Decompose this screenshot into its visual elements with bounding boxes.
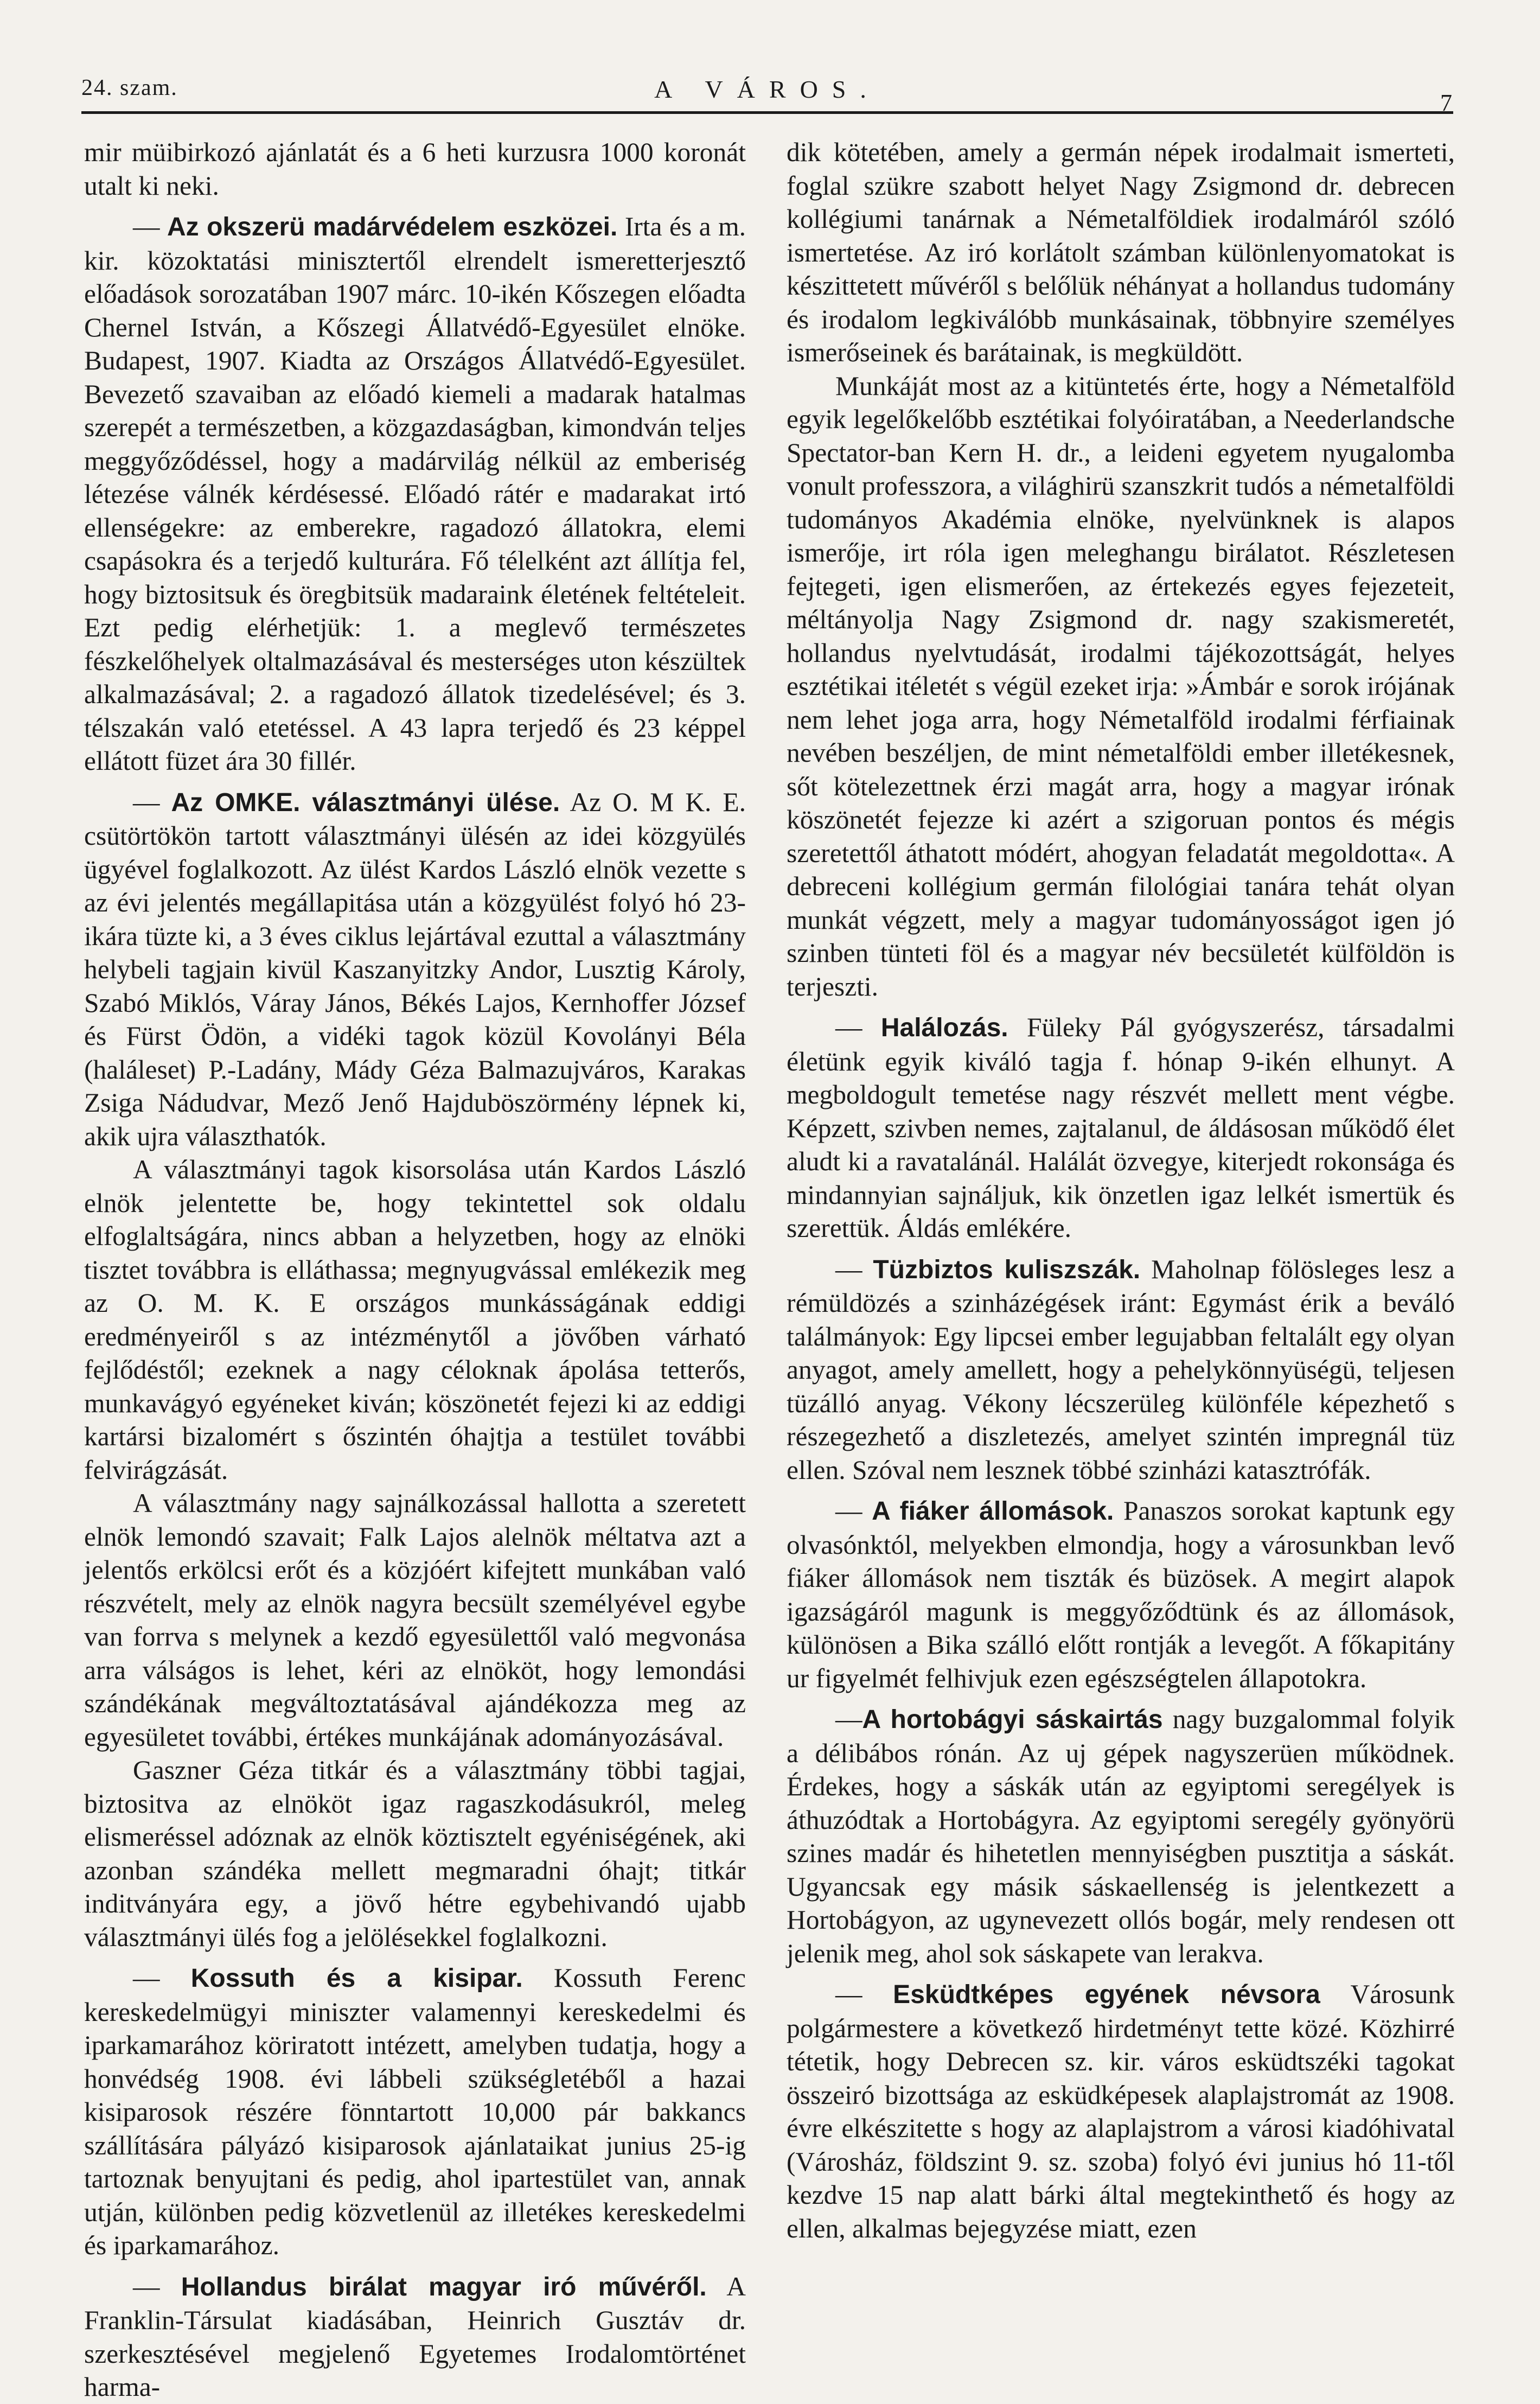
article-heading: A hortobágyi sáskairtás bbox=[862, 1705, 1163, 1734]
article-halalozas: — Halálozás. Füleky Pál gyógyszerész, társadalmi életünk egyik kiváló tagja f. hónap 9-ikén elhunyt. A megboldogult temetése nagy részvét mellett ment végbe. Képzett, szivben nemes, zajtalanul, de áldásosan működő élet aludt ki a ravatalánál. Halálát özvegye, kiterjedt rokonsága és mindannyian sajnáljuk, kik önzetlen igaz lelkét ismertük és szerettük. Áldás emlékére. bbox=[787, 1012, 1455, 1243]
article-paragraph: Gaszner Géza titkár és a választmány többi tagjai, biztositva az elnököt igaz ragaszkodásukról, meleg elismeréssel adóznak az elnök köztisztelt egyéniségének, aki azonban szándéka mellett megmaradni óhajt; titkár inditványára egy, a jövő hétre egybehivandó ujabb választmányi ülés fog a jelölésekkel foglalkozni. bbox=[84, 1755, 746, 1952]
article-omke: — Az OMKE. választmányi ülése. Az O. M K. E. csütörtökön tartott választmányi ülésén az idei közgyülés ügyével foglalkozott. Az ülést Kardos László elnök vezette s az évi jelentés megállapitása után a közgyülést folyó hó 23-ikára tüzte ki, a 3 éves ciklus lejártával ezuttal a választmány helybeli tagjain kivül Kaszanyitzky Andor, Lusztig Károly, Szabó Miklós, Váray János, Békés Lajos, Kernhoffer József és Fürst Ödön, a vidéki tagok közül Kovolányi Béla (haláleset) P.-Ladány, Mády Géza Balmazujváros, Karakas Zsiga Nádudvar, Mező Jenő Hajduböszörmény lépnek ki, akik ujra választhatók. bbox=[84, 787, 746, 1151]
article-body: Maholnap fölösleges lesz a rémüldözés a szinházégések iránt: Egymást érik a beváló találmányok: Egy lipcsei ember legujabban feltalált egy olyan anyagot, amely amellett, hogy a pehelykönnyüségü, teljesen tüzálló anyag. Vékony lécszerüleg különféle képezhető s részegezhető a diszletezés, amelyet szintén impregnál tüz ellen. Szóval nem lesznek többé szinházi katasztrófák. bbox=[787, 1254, 1455, 1485]
article-body: Füleky Pál gyógyszerész, társadalmi életünk egyik kiváló tagja f. hónap 9-ikén elhunyt. A megboldogult temetése nagy részvét mellett ment végbe. Képzett, szivben nemes, zajtalanul, de áldásosan működő élet aludt ki a ravatalánál. Halálát özvegye, kiterjedt rokonsága és mindannyian sajnáljuk, kik önzetlen igaz lelkét ismertük és szerettük. Áldás emlékére. bbox=[787, 1012, 1455, 1243]
article-continuation: mir müibirkozó ajánlatát és a 6 heti kurzusra 1000 koronát utalt ki neki. bbox=[84, 137, 746, 201]
right-column bbox=[787, 136, 1455, 2245]
article-continuation: dik kötetében, amely a germán népek irodalmait ismerteti, foglal szükre szabott helyet Nagy Zsigmond dr. debrecen kollégiumi tanárnak a Németalföldiek irodalmáról szóló ismertetése. Az iró korlátolt számban különlenyomatokat is készittetett művéről s belőlük néhányat a hollandus tudomány és irodalom legkiválóbb munkásainak, többnyire személyes ismerőseinek és barátainak, is megküldött. bbox=[787, 137, 1455, 367]
article-tuzbiztos: — Tüzbiztos kuliszszák. Maholnap fölösleges lesz a rémüldözés a szinházégések iránt: Egymást érik a beváló találmányok: Egy lipcsei ember legujabban feltalált egy olyan anyagot, amely amellett, hogy a pehelykönnyüségü, teljesen tüzálló anyag. Vékony lécszerüleg különféle képezhető s részegezhető a diszletezés, amelyet szintén impregnál tüz ellen. Szóval nem lesznek többé szinházi katasztrófák. bbox=[787, 1254, 1455, 1485]
article-hollandus: — Hollandus birálat magyar iró művéről. A Franklin-Társulat kiadásában, Heinrich Gusztáv dr. szerkesztésével megjelenő Egyetemes Irodalomtörténet harma- bbox=[84, 2271, 746, 2402]
article-kossuth: — Kossuth és a kisipar. Kossuth Ferenc kereskedelmügyi miniszter valamennyi kereskedelmi és iparkamarához köriratott intézett, amelyben tudatja, hogy a honvédség 1908. évi lábbeli szükségletéből a hazai kisiparosok részére fönntartott 10,000 pár bakkancs szállítására pályázó kisiparosok ajánlataikat junius 25-ig tartoznak benyujtani és pedig, ahol ipartestület van, annak utján, különben pedig közvetlenül az illetékes kereskedelmi és iparkamarához. bbox=[84, 1963, 746, 2260]
article-saskairtas: —A hortobágyi sáskairtás nagy buzgalommal folyik a délibábos rónán. Az uj gépek nagyszerüen működnek. Érdekes, hogy a sáskák után az egyiptomi seregélyek is áthuzódtak a Hortobágyra. Az egyiptomi seregély gyönyörü szines madár és hihetetlen mennyiségben pusztitja a sáskát. Ugyancsak egy másik sáskaellenség is jelentkezett a Hortobágyon, az ugynevezett ollós bogár, mely rendesen ott jelenik meg, ahol sok sáskapete van lerakva. bbox=[787, 1704, 1455, 1968]
article-paragraph: A választmányi tagok kisorsolása után Kardos László elnök jelentette be, hogy tekintettel sok oldalu elfoglaltságára, nincs abban a helyzetben, hogy az elnöki tisztet továbbra is elláthassa; megnyugvással emlékezik meg az O. M. K. E országos munkásságának eddigi eredményeiről s az intézménytől a jövőben várható fejlődéstől; ezeknek a nagy céloknak ápolása tetterős, munkavágyó egyéneket kiván; köszönetét fejezi ki az eddigi kartársi bizalomért s őszintén óhajtja a testület további felvirágzását. bbox=[84, 1155, 746, 1485]
article-body: Panaszos sorokat kaptunk egy olvasónktól, melyekben elmondja, hogy a városunkban levő fiáker állomások nem tiszták és büzösek. A megirt alapok igazságáról magunk is meggyőződtünk és az állomások, különösen a Bika szálló előtt rontják a levegőt. A főkapitány ur figyelmét felhivjuk ezen egészségtelen állapotokra. bbox=[787, 1496, 1455, 1693]
page-number: 7 bbox=[1440, 90, 1453, 116]
article-body: nagy buzgalommal folyik a délibábos rónán. Az uj gépek nagyszerüen működnek. Érdekes, hogy a sáskák után az egyiptomi seregélyek is áthuzódtak a Hortobágyra. Az egyiptomi seregély gyönyörü szines madár és hihetetlen mennyiségben pusztitja a sáskát. Ugyancsak egy másik sáskaellenség is jelentkezett a Hortobágyon, az ugynevezett ollós bogár, mely rendesen ott jelenik meg, ahol sok sáskapete van lerakva. bbox=[787, 1704, 1455, 1968]
column-divider bbox=[770, 136, 771, 2349]
article-heading: Hollandus birálat magyar iró művéről. bbox=[181, 2272, 707, 2301]
article-madarvedelem: — Az okszerü madárvédelem eszközei. Irta és a m. kir. közoktatási minisztertől elrendelt ismeretterjesztő előadások sorozatában 1907 márc. 10-ikén Kőszegen előadta Chernel István, a Kőszegi Állatvédő-Egyesület elnöke. Budapest, 1907. Kiadta az Országos Állatvédő-Egyesület. Bevezető szavaiban az előadó kiemeli a madarak hatalmas szerepét a természetben, a közgazdaságban, kimondván teljes meggyőződéssel, hogy a madárvilág nélkül az emberiség létezése válnék kérdésessé. Előadó rátér e madarakat irtó ellenségekre: az emberekre, ragadozó állatokra, elemi csapásokra és a terjedő kulturára. Fő télelként azt állítja fel, hogy biztositsuk és öregbitsük madaraink életének feltételeit. Ezt pedig elérhetjük: 1. a meglevő természetes fészkelőhelyek oltalmazásával és mesterséges uton készültek alkalmazásával; 2. a ragadozó állatok tizedelésével; és 3. télszakán való etetéssel. A 43 lapra terjedő és 23 képpel ellátott füzet ára 30 fillér. bbox=[84, 212, 746, 776]
article-heading: Az OMKE. választmányi ülése. bbox=[171, 788, 560, 817]
left-column bbox=[84, 136, 746, 2404]
page-header bbox=[81, 69, 1453, 116]
article-body: A Franklin-Társulat kiadásában, Heinrich Gusztáv dr. szerkesztésével megjelenő Egyetemes Irodalomtörténet harma- bbox=[84, 2271, 746, 2402]
article-heading: A fiáker állomások. bbox=[872, 1497, 1114, 1526]
article-body: Kossuth Ferenc kereskedelmügyi miniszter valamennyi kereskedelmi és iparkamarához köriratott intézett, amelyben tudatja, hogy a honvédség 1908. évi lábbeli szükségletéből a hazai kisiparosok részére fönntartott 10,000 pár bakkancs szállítására pályázó kisiparosok ajánlataikat junius 25-ig tartoznak benyujtani és pedig, ahol ipartestület van, annak utján, különben pedig közvetlenül az illetékes kereskedelmi és iparkamarához. bbox=[84, 1963, 746, 2260]
article-heading: Tüzbiztos kuliszszák. bbox=[873, 1255, 1141, 1284]
issue-number: 24. szam. bbox=[81, 75, 178, 100]
article-paragraph: A választmány nagy sajnálkozással hallotta a szeretett elnök lemondó szavait; Falk Lajos alelnök méltatva azt a jelentős erkölcsi erőt és a közjóért kifejtett munkában való részvételt, mely az elnök nagyra becsült személyével egybe van forrva s melynek a kezdő egyesülettől való megvonása arra válságos is lehet, kéri az elnököt, hogy lemondási szándékának megváltoztatásával ajándékozza meg az egyesületet további, értékes munkájának adományozásával. bbox=[84, 1488, 746, 1752]
article-body: Városunk polgármestere a következő hirdetményt tette közé. Közhirré tétetik, hogy Debrecen sz. kir. város esküdtszéki tagokat összeiró bizottsága az esküdképesek alaplajstromát az 1908. évre elkészitette s hogy az alaplajstrom a városi kiadóhivatal (Városház, földszint 9. sz. szoba) folyó évi junius hó 11-től kezdve 15 nap alatt bárki által megtekinthető és hogy az ellen, alkalmas bejegyzése miatt, ezen bbox=[787, 1979, 1455, 2243]
article-body: Az O. M K. E. csütörtökön tartott választmányi ülésén az idei közgyülés ügyével foglalkozott. Az ülést Kardos László elnök vezette s az évi jelentés megállapitása után a közgyülést folyó hó 23-ikára tüzte ki, a 3 éves ciklus lejártával ezuttal a választmány helybeli tagjain kivül Kaszanyitzky Andor, Lusztig Károly, Szabó Miklós, Váray János, Békés Lajos, Kernhoffer József és Fürst Ödön, a vidéki tagok közül Kovolányi Béla (haláleset) P.-Ladány, Mády Géza Balmazujváros, Karakas Zsiga Nádudvar, Mező Jenő Hajduböszörmény lépnek ki, akik ujra választhatók. bbox=[84, 787, 746, 1151]
article-fiaker: — A fiáker állomások. Panaszos sorokat kaptunk egy olvasónktól, melyekben elmondja, hogy a városunkban levő fiáker állomások nem tiszták és büzösek. A megirt alapok igazságáról magunk is meggyőződtünk és az állomások, különösen a Bika szálló előtt rontják a levegőt. A főkapitány ur figyelmét felhivjuk ezen egészségtelen állapotokra. bbox=[787, 1496, 1455, 1693]
article-body: Irta és a m. kir. közoktatási minisztertől elrendelt ismeretterjesztő előadások sorozatában 1907 márc. 10-ikén Kőszegen előadta Chernel István, a Kőszegi Állatvédő-Egyesület elnöke. Budapest, 1907. Kiadta az Országos Állatvédő-Egyesület. Bevezető szavaiban az előadó kiemeli a madarak hatalmas szerepét a természetben, a közgazdaságban, kimondván teljes meggyőződéssel, hogy a madárvilág nélkül az emberiség létezése válnék kérdésessé. Előadó rátér e madarakat irtó ellenségekre: az emberekre, ragadozó állatokra, elemi csapásokra és a terjedő kulturára. Fő télelként azt állítja fel, hogy biztositsuk és öregbitsük madaraink életének feltételeit. Ezt pedig elérhetjük: 1. a meglevő természetes fészkelőhelyek oltalmazásával és mesterséges uton készültek alkalmazásával; 2. a ragadozó állatok tizedelésével; és 3. télszakán való etetéssel. A 43 lapra terjedő és 23 képpel ellátott füzet ára 30 fillér. bbox=[84, 212, 746, 776]
article-paragraph: Munkáját most az a kitüntetés érte, hogy a Németalföld egyik legelőkelőbb esztétikai folyóiratában, a Neederlandsche Spectator-ban Kern H. dr., a leideni egyetem nyugalomba vonult professzora, a világhirü szanszkrit tudós a németalföldi tudományos Akadémia elnöke, nyelvünknek is alapos ismerője, irt róla igen meleghangu birálatot. Részletesen fejtegeti, igen elismerően, az értekezés egyes fejezeteit, méltányolja Nagy Zsigmond dr. nagy szakismeretét, hollandus nyelvtudását, irodalmi tájékozottságát, helyes esztétikai itéletét s végül ezeket irja: »Ámbár e sorok irójának nem lehet joga arra, hogy Németalföld irodalmi férfiainak nevében beszéljen, de mint németalföldi ember illetékesnek, sőt kötelezettnek érzi magát arra, hogy a magyar irónak köszönetét fejezze ki azért a szigoruan pontos és mégis szeretettől áthatott módért, ahogyan feladatát megoldotta«. A debreceni kollégium germán filológiai tanára tehát olyan munkát végzett, mely a magyar tudományosságot igen jó szinben tünteti föl és a magyar név becsületét külföldön is terjeszti. bbox=[787, 371, 1455, 1002]
header-rule bbox=[81, 111, 1453, 114]
article-heading: Halálozás. bbox=[880, 1013, 1008, 1042]
article-heading: Esküdtképes egyének névsora bbox=[893, 1980, 1320, 2009]
article-heading: Kossuth és a kisipar. bbox=[190, 1964, 523, 1993]
article-heading: Az okszerü madárvédelem eszközei. bbox=[167, 213, 618, 241]
article-eskudtkepes: — Esküdtképes egyének névsora Városunk polgármestere a következő hirdetményt tette közé. Közhirré tétetik, hogy Debrecen sz. kir. város esküdtszéki tagokat összeiró bizottsága az esküdképesek alaplajstromát az 1908. évre elkészitette s hogy az alaplajstrom a városi kiadóhivatal (Városház, földszint 9. sz. szoba) folyó évi junius hó 11-től kezdve 15 nap alatt bárki által megtekinthető és hogy az ellen, alkalmas bejegyzése miatt, ezen bbox=[787, 1979, 1455, 2243]
newspaper-title: A VÁROS. bbox=[654, 75, 880, 103]
